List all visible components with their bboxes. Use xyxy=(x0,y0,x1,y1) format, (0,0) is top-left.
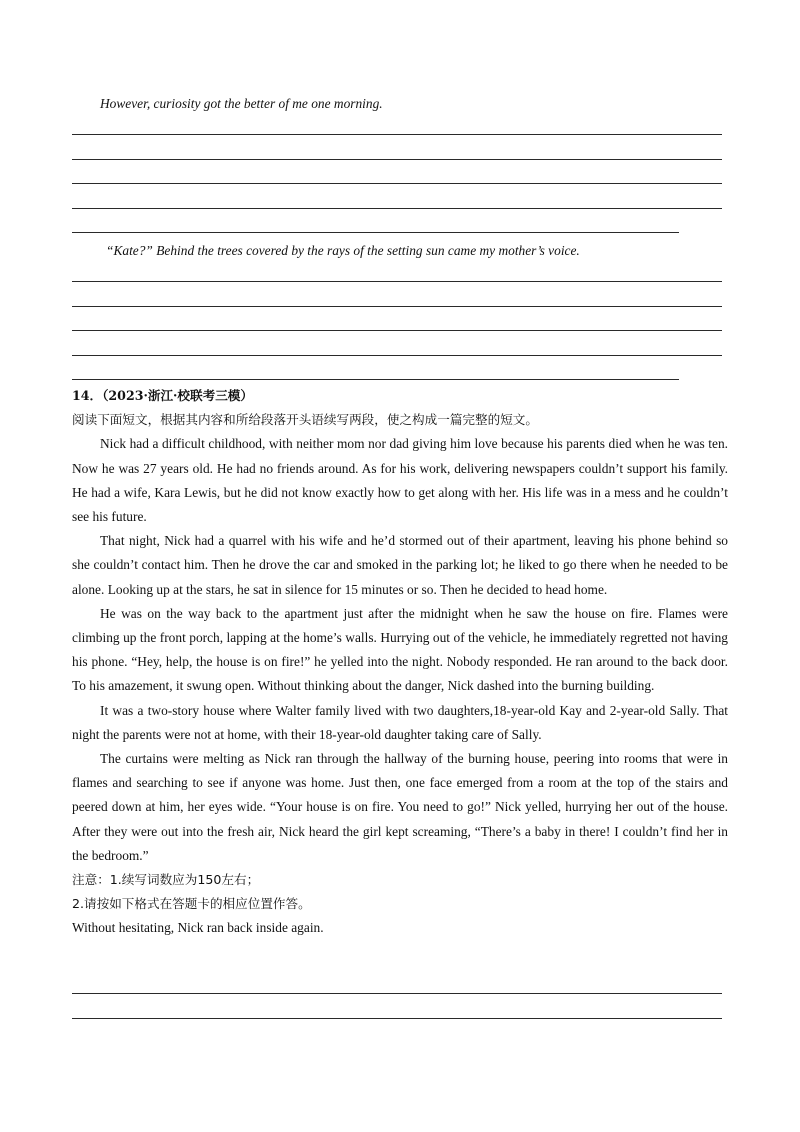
story-paragraph: Nick had a difficult childhood, with neither mom nor dad giving him love because his parents died when he was ten. Now he was 27 years old. He had no friends around. As for his work, delivering newspapers couldn’t support his family. He had a wife, Kara Lewis, but he did not know exactly how to get along with her. His life was in a mess and he couldn’t see his future. xyxy=(72,436,728,525)
story-paragraph: The curtains were melting as Nick ran through the hallway of the burning house, peering into rooms that were in flames and searching to see if anyone was home. Just then, one face emerged from a room at the top of the stairs and peered down at him, her eyes wide. “Your house is on fire. You need to go!” Nick yelled, hurrying her out of the house. After they were out into the fresh air, Nick heard the girl kept screaming, “There’s a baby in there! I couldn’t find her in the bedroom.” xyxy=(72,751,728,863)
answer-line xyxy=(72,183,722,184)
answer-line xyxy=(72,208,722,209)
story-paragraph: He was on the way back to the apartment just after the midnight when he saw the house on fire. Flames were climbing up the front porch, lapping at the home’s walls. Hurrying out of the vehicle, he immediately regretted not having his phone. “Hey, help, the house is on fire!” he yelled into the night. Nobody responded. He ran around to the back door. To his amazement, it swung open. Without thinking about the danger, Nick dashed into the burning building. xyxy=(72,605,728,694)
answer-line xyxy=(72,159,722,160)
answer-line xyxy=(72,379,679,380)
continuation-prompt-3: Without hesitating, Nick ran back inside again. xyxy=(72,920,324,936)
question-heading xyxy=(72,384,728,408)
continuation-prompt-1: However, curiosity got the better of me one morning. xyxy=(100,96,383,111)
story-paragraph: That night, Nick had a quarrel with his wife and he’d stormed out of their apartment, leaving his phone behind so she couldn’t contact him. Then he drove the car and smoked in the parking lot; he liked to go there when he needed to be alone. Looking up at the stars, he sat in silence for 15 minutes or so. Then he decided to head home. xyxy=(72,533,728,597)
note-format: 2.请按如下格式在答题卡的相应位置作答。 xyxy=(72,896,311,912)
answer-line xyxy=(72,993,722,994)
answer-line xyxy=(72,1018,722,1019)
answer-line xyxy=(72,232,679,233)
continuation-prompt-2: “Kate?” Behind the trees covered by the rays of the setting sun came my mother’s voice. xyxy=(106,243,580,258)
question-instruction: 阅读下面短文，根据其内容和所给段落开头语续写两段，使之构成一篇完整的短文。 xyxy=(72,412,538,428)
question-source: （2023·浙江·校联考三模） xyxy=(102,388,253,403)
story-paragraph: It was a two-story house where Walter family lived with two daughters,18-year-old Kay and 2-year-old Sally. That night the parents were not at home, with their 18-year-old daughter taking care of Sally. xyxy=(72,702,728,742)
answer-line xyxy=(72,281,722,282)
question-14 xyxy=(72,384,728,941)
answer-line xyxy=(72,306,722,307)
question-number: 14． xyxy=(72,388,103,403)
answer-line xyxy=(72,134,722,135)
answer-line xyxy=(72,330,722,331)
note-word-count: 注意：1.续写词数应为150左右； xyxy=(72,872,260,888)
answer-line xyxy=(72,355,722,356)
